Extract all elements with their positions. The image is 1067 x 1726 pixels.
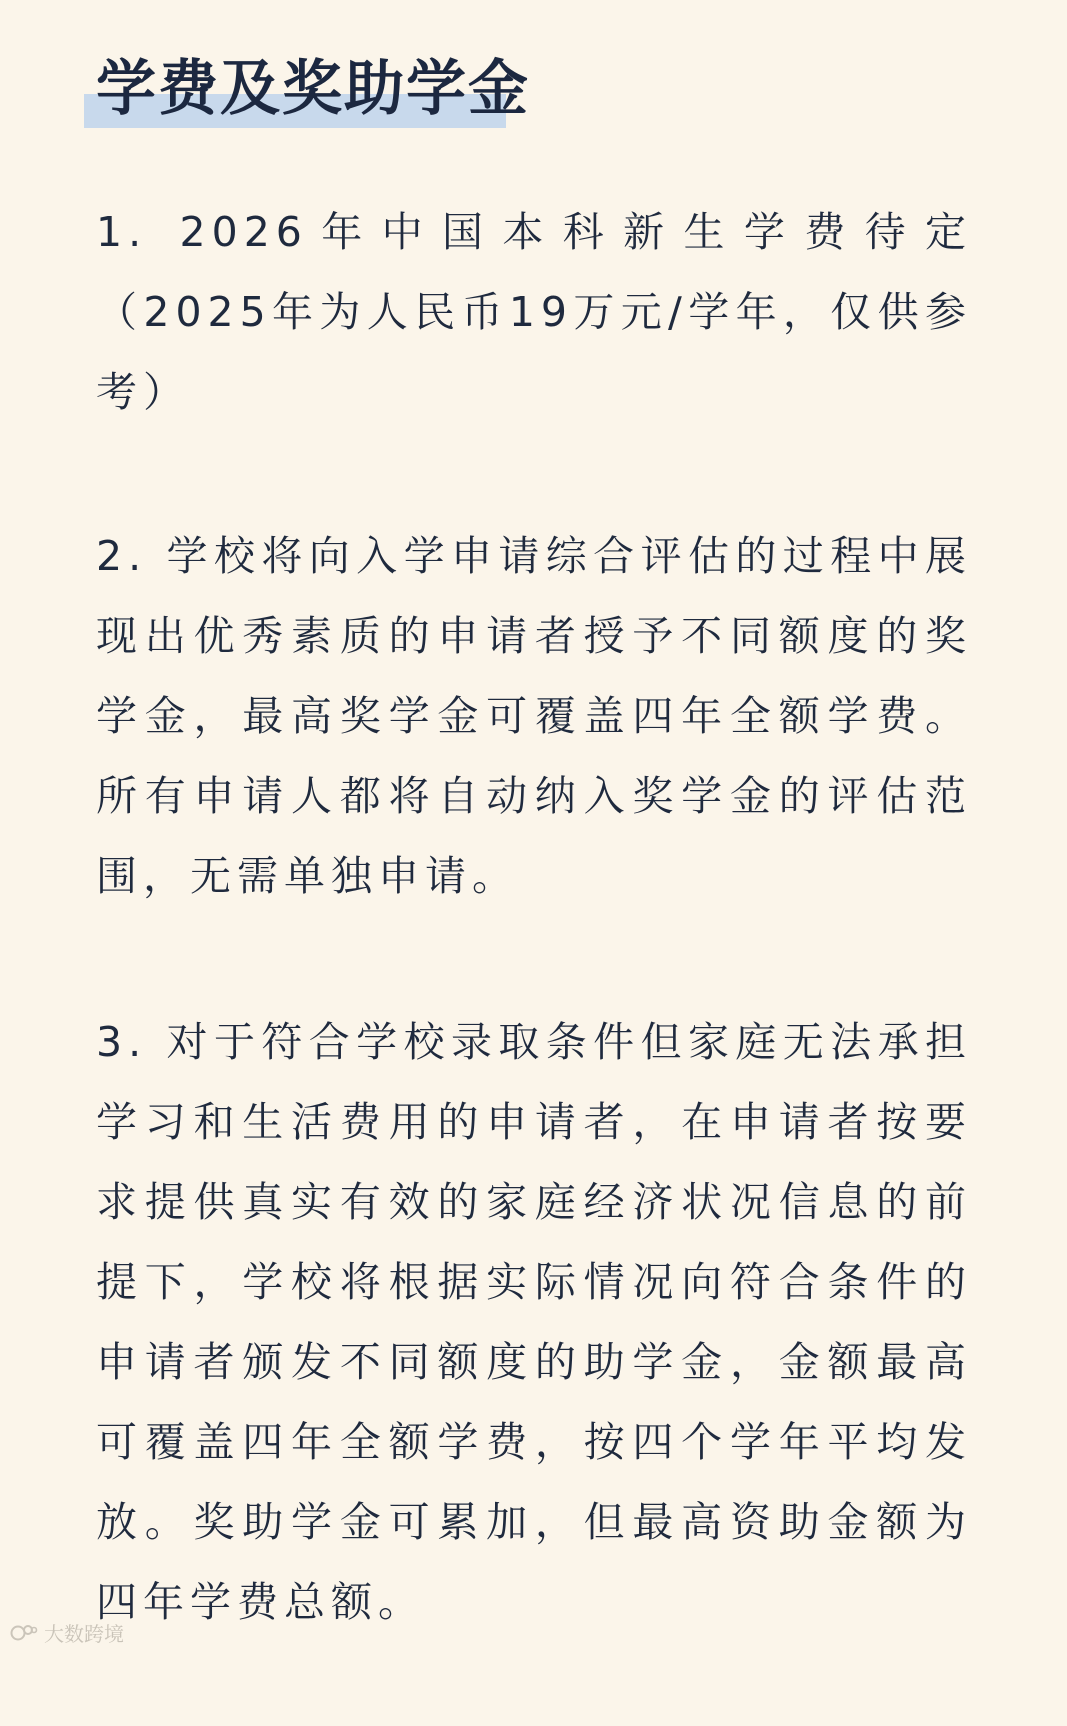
- paragraph-tuition: 1. 2026年中国本科新生学费待定（2025年为人民币19万元/学年，仅供参考）: [96, 208, 972, 416]
- watermark: [10, 1618, 124, 1647]
- paragraph-scholarship: 2. 学校将向入学申请综合评估的过程中展现出优秀素质的申请者授予不同额度的奖学金，最高奖学金可覆盖四年全额学费。所有申请人都将自动纳入奖学金的评估范围，无需单独申请。: [96, 532, 972, 900]
- title-block: [84, 48, 530, 130]
- watermark-logo-icon: [10, 1622, 38, 1644]
- watermark-text: 大数跨境: [44, 1622, 124, 1646]
- page-title: 学费及奖助学金: [96, 54, 530, 124]
- paragraph-financial-aid: 3. 对于符合学校录取条件但家庭无法承担学习和生活费用的申请者，在申请者按要求提供真实有效的家庭经济状况信息的前提下，学校将根据实际情况向符合条件的申请者颁发不同额度的助学金，金额最高可覆盖四年全额学费，按四个学年平均发放。奖助学金可累加，但最高资助金额为四年学费总额。: [96, 1018, 972, 1626]
- content-body: [96, 192, 972, 1726]
